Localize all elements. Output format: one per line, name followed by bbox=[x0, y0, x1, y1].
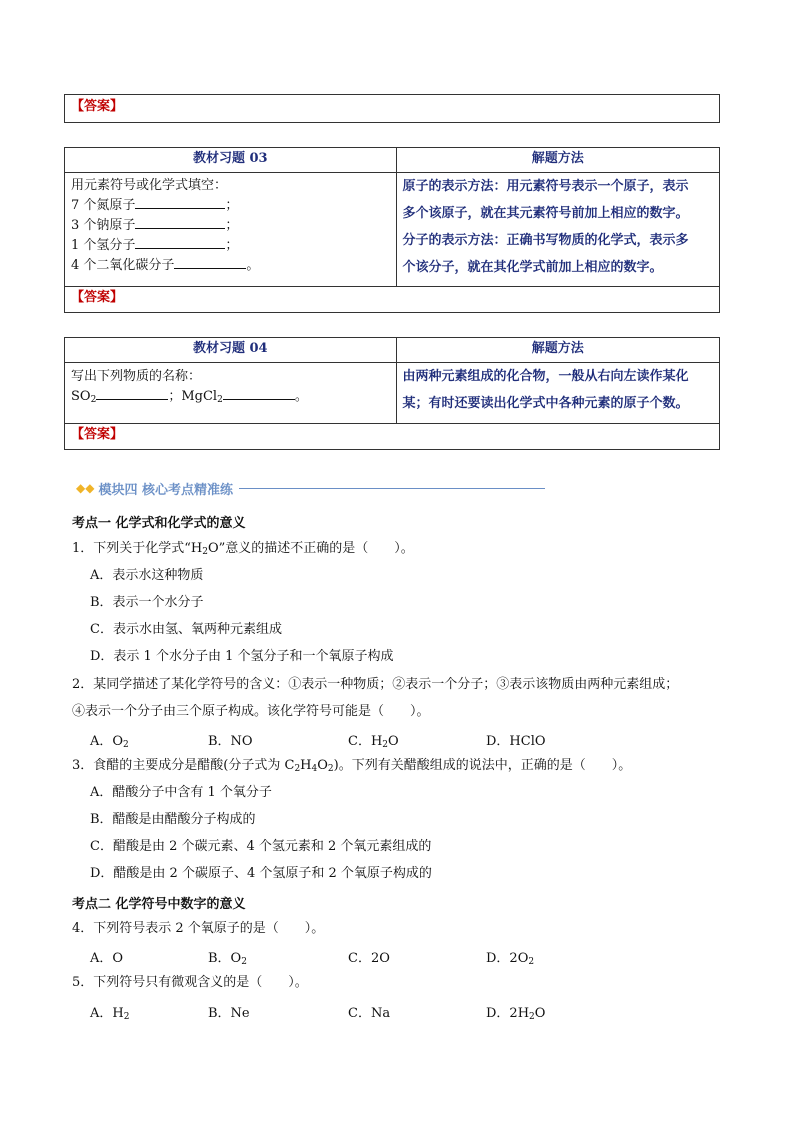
method-line: 由两种元素组成的化合物，一般从右向左读作某化 bbox=[402, 369, 689, 384]
question-5-option-a[interactable]: A．$H_2$ bbox=[90, 1006, 130, 1022]
exercise-04-answer: 【答案】 bbox=[65, 424, 719, 450]
answer-blank[interactable] bbox=[174, 255, 246, 269]
exercise-04-item: $SO_2$ ；MgCl$_2$ 。 bbox=[71, 386, 390, 406]
method-line: 个该分子，就在其化学式前加上相应的数字。 bbox=[402, 260, 663, 275]
question-3-stem: 3．食醋的主要成分是醋酸(分子式为 $C_2H_4O_2$)。下列有关醋酸组成的说法中，正确的是（ ）。 bbox=[72, 758, 632, 774]
exercise-04-method-title: 解题方法 bbox=[396, 338, 719, 363]
exercise-03-prompt: 用元素符号或化学式填空： bbox=[71, 178, 228, 193]
question-2-option-b[interactable]: B．NO bbox=[208, 734, 253, 749]
exercise-03-question bbox=[65, 173, 396, 287]
question-2-option-a[interactable]: A．$O_2$ bbox=[90, 734, 129, 750]
question-3-option-a[interactable]: A．醋酸分子中含有 1 个氧分子 bbox=[90, 785, 272, 800]
question-5-stem: 5．下列符号只有微观含义的是（ ）。 bbox=[72, 975, 308, 990]
module-divider bbox=[239, 488, 545, 489]
method-line: 原子的表示方法：用元素符号表示一个原子，表示 bbox=[402, 179, 689, 194]
exercise-04-box bbox=[64, 337, 720, 450]
exercise-03-answer: 【答案】 bbox=[65, 287, 719, 313]
answer-blank[interactable] bbox=[223, 386, 295, 400]
question-4-option-b[interactable]: B．$O_2$ bbox=[208, 951, 247, 967]
question-3-option-b[interactable]: B．醋酸是由醋酸分子构成的 bbox=[90, 812, 256, 827]
answer-box-prev bbox=[64, 94, 720, 123]
question-1-option-b[interactable]: B．表示一个水分子 bbox=[90, 595, 204, 610]
method-line: 某；有时还要读出化学式中各种元素的原子个数。 bbox=[402, 396, 689, 411]
question-3-option-c[interactable]: C．醋酸是由 2 个碳元素、4 个氢元素和 2 个氧元素组成的 bbox=[90, 839, 432, 854]
answer-blank[interactable] bbox=[135, 195, 225, 209]
question-1-option-c[interactable]: C．表示水由氢、氧两种元素组成 bbox=[90, 622, 282, 637]
question-5-option-b[interactable]: B．Ne bbox=[208, 1006, 250, 1021]
exercise-04-prompt: 写出下列物质的名称： bbox=[71, 369, 202, 384]
question-4-option-a[interactable]: A．O bbox=[90, 951, 124, 966]
answer-blank[interactable] bbox=[96, 386, 168, 400]
exercise-04-method bbox=[396, 363, 719, 424]
exercise-03-box bbox=[64, 147, 720, 313]
exercise-03-method-title: 解题方法 bbox=[396, 148, 719, 173]
exercise-04-title: 教材习题 04 bbox=[65, 338, 396, 363]
exercise-03-method bbox=[396, 173, 719, 287]
exercise-04-question bbox=[65, 363, 396, 424]
question-5-option-c[interactable]: C．Na bbox=[348, 1006, 391, 1021]
exercise-04-table bbox=[65, 338, 719, 449]
question-2-option-c[interactable]: C．$H_2O$ bbox=[348, 734, 399, 750]
question-1-stem: 1．下列关于化学式“$H_2O$”意义的描述不正确的是（ ）。 bbox=[72, 541, 414, 557]
answer-blank[interactable] bbox=[135, 215, 225, 229]
question-4-stem: 4．下列符号表示 2 个氧原子的是（ ）。 bbox=[72, 921, 325, 936]
question-2-stem-line2: ④表示一个分子由三个原子构成。该化学符号可能是（ ）。 bbox=[72, 704, 430, 719]
exercise-03-item: 1 个氢分子 ； bbox=[71, 235, 390, 255]
module-heading bbox=[76, 478, 545, 498]
exercise-03-item: 4 个二氧化碳分子 。 bbox=[71, 255, 390, 275]
question-3-option-d[interactable]: D．醋酸是由 2 个碳原子、4 个氢原子和 2 个氧原子构成的 bbox=[90, 866, 432, 881]
exercise-03-item: 3 个钠原子 ； bbox=[71, 215, 390, 235]
exercise-03-title: 教材习题 03 bbox=[65, 148, 396, 173]
question-2-stem-line1: 2．某同学描述了某化学符号的含义：①表示一种物质；②表示一个分子；③表示该物质由两种元素组成； bbox=[72, 677, 679, 692]
question-1-option-d[interactable]: D．表示 1 个水分子由 1 个氢分子和一个氧原子构成 bbox=[90, 649, 394, 664]
module-title: 模块四 核心考点精准练 bbox=[98, 482, 233, 498]
answer-label: 【答案】 bbox=[71, 99, 124, 114]
key-point-2: 考点二 化学符号中数字的意义 bbox=[72, 897, 246, 912]
method-line: 多个该原子，就在其元素符号前加上相应的数字。 bbox=[402, 206, 689, 221]
question-4-option-c[interactable]: C．2O bbox=[348, 951, 390, 966]
question-5-option-d[interactable]: D．$2H_2O$ bbox=[486, 1006, 546, 1022]
key-point-1: 考点一 化学式和化学式的意义 bbox=[72, 516, 246, 531]
question-4-option-d[interactable]: D．$2O_2$ bbox=[486, 951, 535, 967]
exercise-03-table bbox=[65, 148, 719, 312]
question-2-option-d[interactable]: D．HClO bbox=[486, 734, 546, 749]
method-line: 分子的表示方法：正确书写物质的化学式，表示多 bbox=[402, 233, 689, 248]
double-diamond-icon: ◆◆ bbox=[76, 481, 95, 495]
answer-blank[interactable] bbox=[135, 235, 225, 249]
exercise-03-item: 7 个氮原子 ； bbox=[71, 195, 390, 215]
question-1-option-a[interactable]: A．表示水这种物质 bbox=[90, 568, 204, 583]
